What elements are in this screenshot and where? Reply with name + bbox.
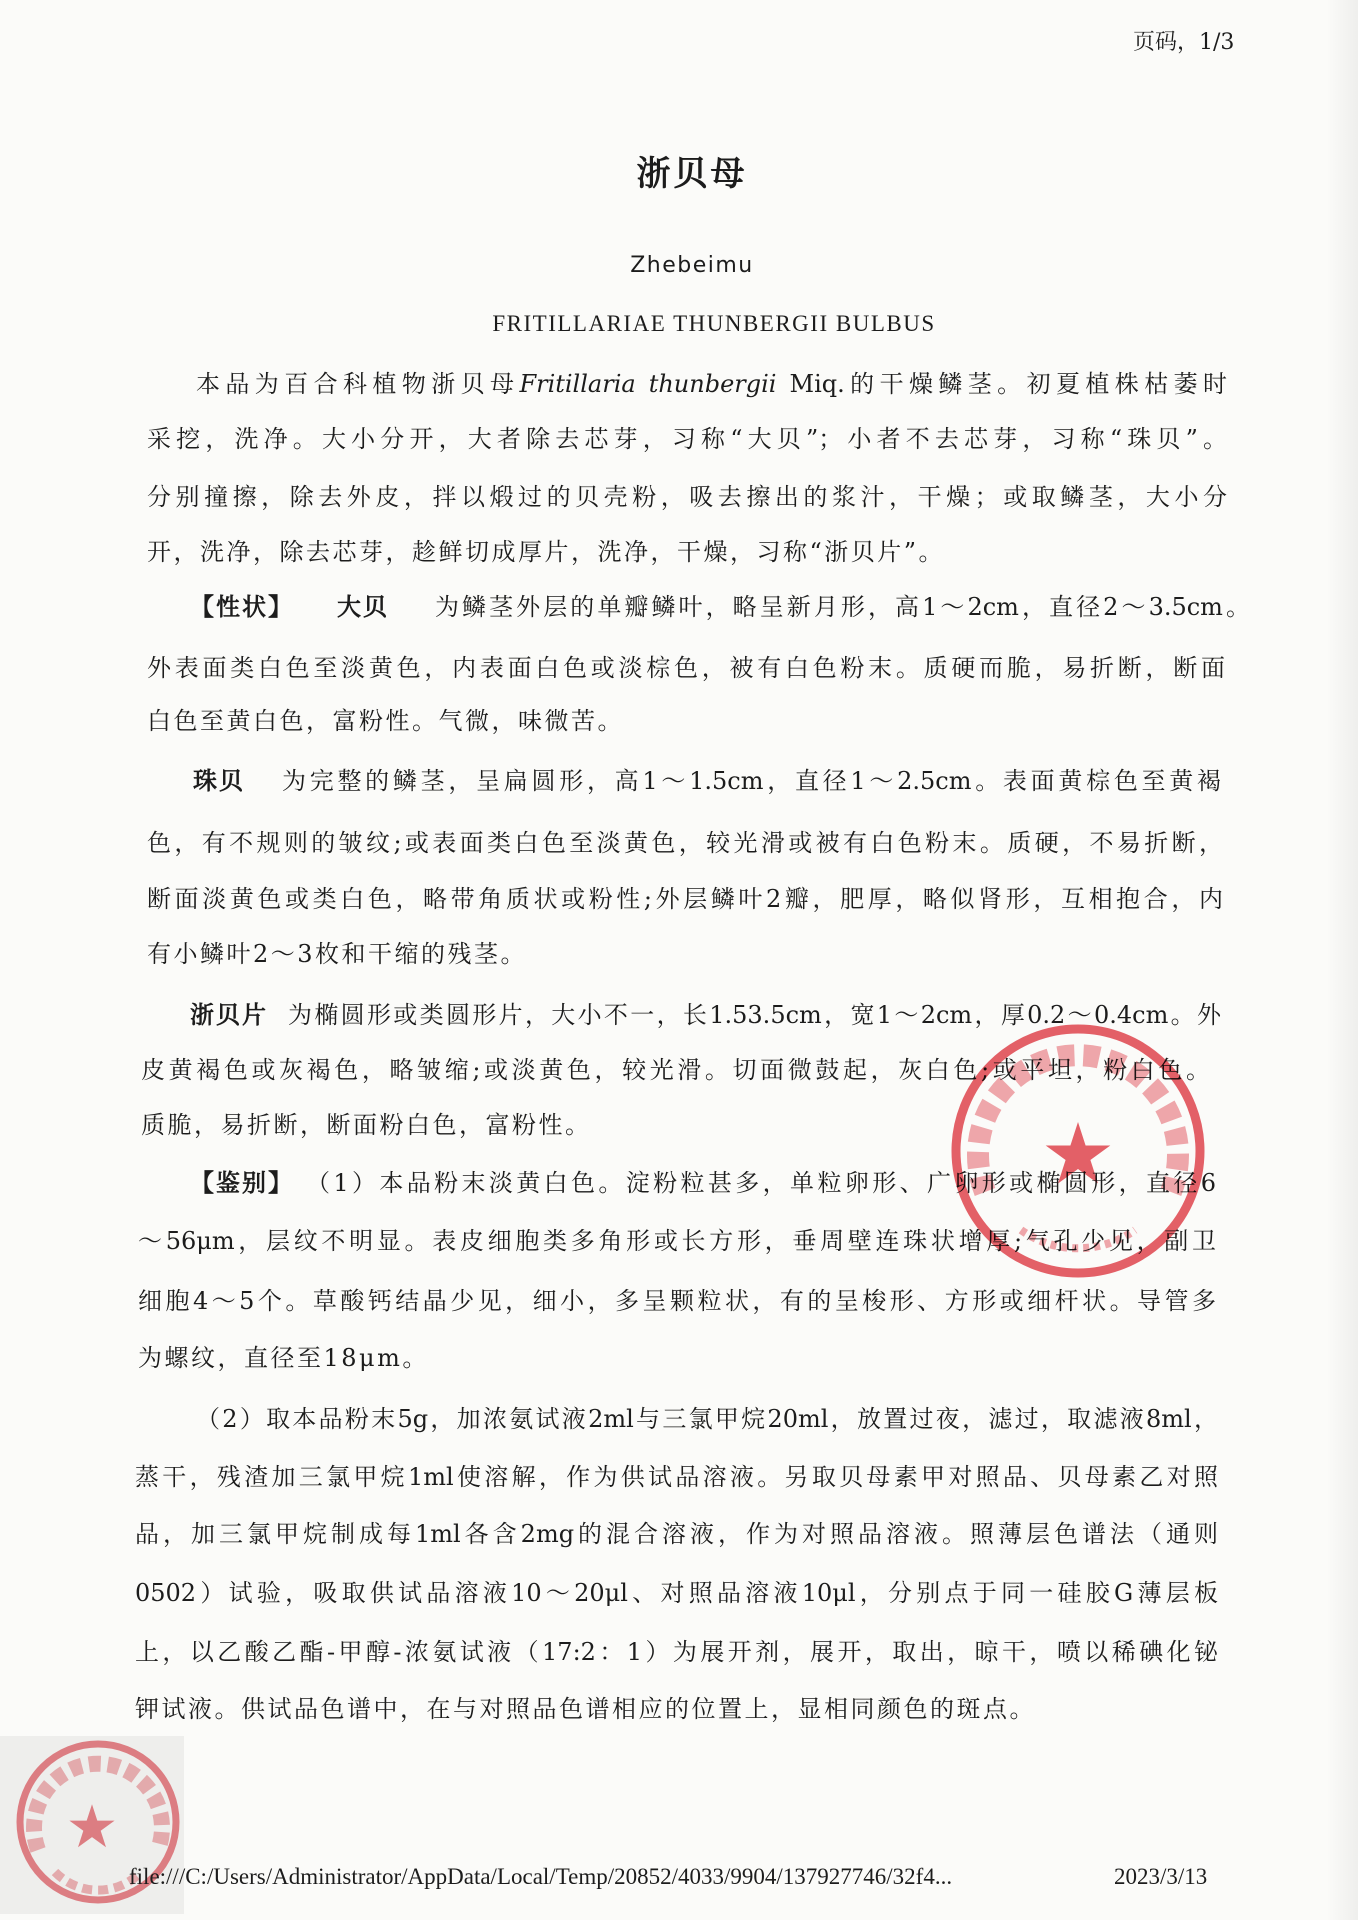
identification-line: 蒸干，残渣加三氯甲烷1ml使溶解，作为供试品溶液。另取贝母素甲对照品、贝母素乙对照 bbox=[135, 1463, 1218, 1491]
zhebeipian-line: 为椭圆形或类圆形片，大小不一，长1.53.5cm，宽1～2cm，厚0.2～0.4cm。外 bbox=[288, 1001, 1221, 1029]
identification-line: 0502）试验，吸取供试品溶液10～20μl、对照品溶液10μl，分别点于同一硅胶G薄层板 bbox=[135, 1579, 1218, 1607]
zhubei-line: 为完整的鳞茎，呈扁圆形，高1～1.5cm，直径1～2.5cm。表面黄棕色至黄褐 bbox=[282, 767, 1221, 795]
footer-file-path: file:///C:/Users/Administrator/AppData/Local/Temp/20852/4033/9904/137927746/32f4... bbox=[129, 1864, 953, 1889]
star-icon bbox=[1046, 1122, 1111, 1184]
zhebeipian-line: 质脆，易折断，断面粉白色，富粉性。 bbox=[141, 1111, 592, 1139]
origin-line: 分别撞擦，除去外皮，拌以煅过的贝壳粉，吸去擦出的浆汁，干燥；或取鳞茎，大小分 bbox=[147, 483, 1227, 511]
dabei-line: 外表面类白色至淡黄色，内表面白色或淡棕色，被有白色粉末。质硬而脆，易折断，断面 bbox=[147, 654, 1225, 682]
origin-prefix: 本品为百合科植物浙贝母 bbox=[196, 370, 520, 398]
latin-name: FRITILLARIAE THUNBERGII BULBUS bbox=[492, 311, 936, 336]
zhubei-line: 有小鳞叶2～3枚和干缩的残茎。 bbox=[147, 940, 528, 968]
dabei-label: 大贝 bbox=[337, 592, 389, 621]
origin-line bbox=[196, 366, 1227, 402]
origin-line: 采挖，洗净。大小分开，大者除去芯芽，习称“大贝”；小者不去芯芽，习称“珠贝”。 bbox=[147, 425, 1227, 453]
characters-heading: 【性状】 bbox=[190, 592, 294, 621]
identification-heading: 【鉴别】 bbox=[190, 1168, 294, 1197]
zhebeipian-label: 浙贝片 bbox=[190, 1000, 268, 1029]
zhubei-label: 珠贝 bbox=[193, 766, 245, 795]
identification-line: 品，加三氯甲烷制成每1ml各含2mg的混合溶液，作为对照品溶液。照薄层色谱法（通则 bbox=[135, 1520, 1218, 1548]
origin-line: 开，洗净，除去芯芽，趁鲜切成厚片，洗净，干燥，习称“浙贝片”。 bbox=[147, 538, 946, 566]
zhubei-line: 断面淡黄色或类白色，略带角质状或粉性;外层鳞叶2瓣，肥厚，略似肾形，互相抱合，内 bbox=[147, 885, 1223, 913]
identification-line: 为螺纹，直径至18μm。 bbox=[138, 1344, 429, 1372]
origin-suffix: Miq.的干燥鳞茎。初夏植株枯萎时 bbox=[776, 370, 1227, 398]
identification-line: 钾试液。供试品色谱中，在与对照品色谱相应的位置上，显相同颜色的斑点。 bbox=[135, 1695, 1036, 1723]
identification-line: 细胞4～5个。草酸钙结晶少见，细小，多呈颗粒状，有的呈梭形、方形或细杆状。导管多 bbox=[138, 1287, 1216, 1315]
star-icon bbox=[69, 1804, 114, 1847]
scan-edge-shadow bbox=[1326, 0, 1358, 1920]
document-title: 浙贝母 bbox=[636, 155, 748, 193]
identification-line: ～56μm，层纹不明显。表皮细胞类多角形或长方形，垂周壁连珠状增厚;气孔少见，副卫 bbox=[138, 1227, 1216, 1255]
seal-number-mark bbox=[1021, 1230, 1135, 1248]
dabei-line: 白色至黄白色，富粉性。气微，味微苦。 bbox=[147, 707, 624, 735]
page-number: 页码，1/3 bbox=[1133, 30, 1235, 55]
species-name: Fritillaria thunbergii bbox=[519, 370, 777, 398]
identification-line: 上，以乙酸乙酯-甲醇-浓氨试液（17:2：1）为展开剂，展开，取出，晾干，喷以稀碘化铋 bbox=[135, 1638, 1218, 1666]
company-seal-right bbox=[943, 1016, 1213, 1286]
dabei-line: 为鳞茎外层的单瓣鳞叶，略呈新月形，高1～2cm，直径2～3.5cm。 bbox=[435, 593, 1250, 621]
pinyin-name: Zhebeimu bbox=[630, 253, 754, 278]
zhubei-line: 色，有不规则的皱纹;或表面类白色至淡黄色，较光滑或被有白色粉末。质硬，不易折断， bbox=[147, 829, 1223, 857]
footer-date: 2023/3/13 bbox=[1114, 1864, 1208, 1889]
identification-line: （2）取本品粉末5g，加浓氨试液2ml与三氯甲烷20ml，放置过夜，滤过，取滤液8ml， bbox=[196, 1405, 1218, 1433]
identification-line: （1）本品粉末淡黄白色。淀粉粒甚多，单粒卵形、广卵形或椭圆形，直径6 bbox=[306, 1169, 1216, 1197]
zhebeipian-line: 皮黄褐色或灰褐色，略皱缩;或淡黄色，较光滑。切面微鼓起，灰白色;或平坦，粉白色。 bbox=[141, 1056, 1210, 1084]
